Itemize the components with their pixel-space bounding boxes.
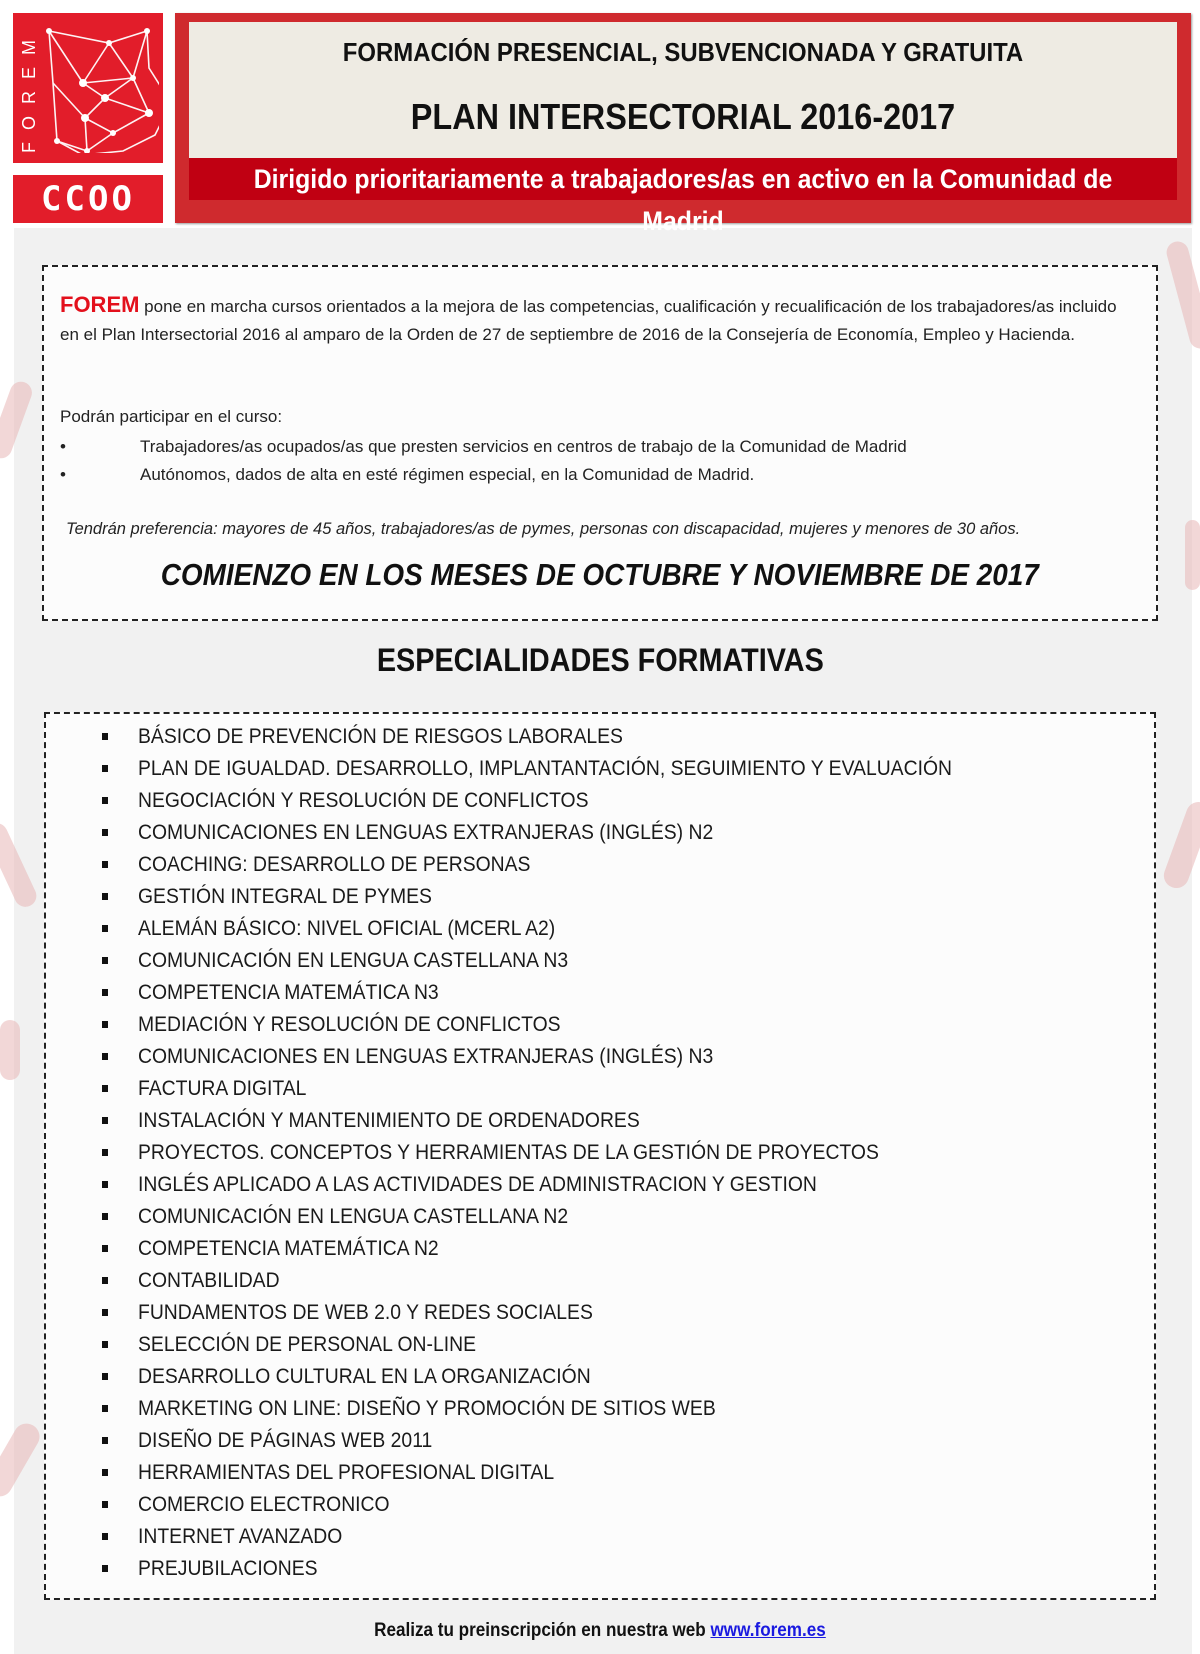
specialty-item <box>102 912 1042 944</box>
specialty-name: COMERCIO ELECTRONICO <box>138 1492 390 1516</box>
intro-box <box>42 265 1158 621</box>
network-icon <box>43 23 159 153</box>
square-bullet-icon <box>102 829 108 836</box>
square-bullet-icon <box>102 1341 108 1348</box>
square-bullet-icon <box>102 1085 108 1092</box>
banner-strip-text: Dirigido prioritariamente a trabajadores/as en activo en la Comunidad de Madrid <box>253 164 1113 236</box>
bullet-icon: • <box>60 465 66 484</box>
specialty-name: GESTIÓN INTEGRAL DE PYMES <box>138 884 432 908</box>
specialty-name: PREJUBILACIONES <box>138 1556 318 1580</box>
specialty-name: DISEÑO DE PÁGINAS WEB 2011 <box>138 1428 433 1452</box>
square-bullet-icon <box>102 797 108 804</box>
specialty-name: INGLÉS APLICADO A LAS ACTIVIDADES DE ADMINISTRACION Y GESTION <box>138 1172 817 1196</box>
specialty-item <box>102 1552 1042 1584</box>
specialty-item <box>102 1296 1042 1328</box>
specialty-item <box>102 720 1042 752</box>
square-bullet-icon <box>102 1309 108 1316</box>
specialty-name: CONTABILIDAD <box>138 1268 280 1292</box>
background-decoration <box>0 1020 20 1080</box>
specialty-item <box>102 784 1042 816</box>
square-bullet-icon <box>102 1245 108 1252</box>
specialty-name: BÁSICO DE PREVENCIÓN DE RIESGOS LABORALES <box>138 724 623 748</box>
specialty-name: COMUNICACIONES EN LENGUAS EXTRANJERAS (INGLÉS) N3 <box>138 1044 714 1068</box>
square-bullet-icon <box>102 1053 108 1060</box>
specialty-name: COMPETENCIA MATEMÁTICA N2 <box>138 1236 439 1260</box>
bullet-icon: • <box>60 437 66 456</box>
specialty-item <box>102 944 1042 976</box>
square-bullet-icon <box>102 1277 108 1284</box>
participant-item <box>60 437 907 457</box>
square-bullet-icon <box>102 1181 108 1188</box>
square-bullet-icon <box>102 733 108 740</box>
specialty-item <box>102 1424 1042 1456</box>
square-bullet-icon <box>102 1533 108 1540</box>
specialty-item <box>102 1136 1042 1168</box>
specialty-item <box>102 816 1042 848</box>
specialty-name: NEGOCIACIÓN Y RESOLUCIÓN DE CONFLICTOS <box>138 788 589 812</box>
specialty-name: COMUNICACIONES EN LENGUAS EXTRANJERAS (INGLÉS) N2 <box>138 820 714 844</box>
specialty-name: COMUNICACIÓN EN LENGUA CASTELLANA N2 <box>138 1204 569 1228</box>
specialty-name: COMPETENCIA MATEMÁTICA N3 <box>138 980 439 1004</box>
specialty-item <box>102 1008 1042 1040</box>
specialty-item <box>102 1040 1042 1072</box>
participant-item <box>60 465 754 485</box>
specialty-name: PROYECTOS. CONCEPTOS Y HERRAMIENTAS DE LA GESTIÓN DE PROYECTOS <box>138 1140 879 1164</box>
square-bullet-icon <box>102 861 108 868</box>
specialties-title <box>0 642 1200 679</box>
specialty-item <box>102 1360 1042 1392</box>
intro-paragraph-text: pone en marcha cursos orientados a la mejora de las competencias, cualificación y recualificación de los trabajadores/as incluido en el Plan Intersectorial 2016 al amparo de la Orden de 27 de septiembre de 2016 de la Consejería de Economía, Empleo y Hacienda. <box>60 297 1117 344</box>
specialty-item <box>102 1264 1042 1296</box>
square-bullet-icon <box>102 1405 108 1412</box>
specialty-name: MARKETING ON LINE: DISEÑO Y PROMOCIÓN DE SITIOS WEB <box>138 1396 716 1420</box>
specialties-box <box>44 712 1156 1600</box>
square-bullet-icon <box>102 957 108 964</box>
banner-subtitle: FORMACIÓN PRESENCIAL, SUBVENCIONADA Y GRATUITA <box>342 37 1024 67</box>
square-bullet-icon <box>102 1437 108 1444</box>
banner-title: PLAN INTERSECTORIAL 2016-2017 <box>410 96 956 137</box>
specialty-item <box>102 848 1042 880</box>
specialty-name: MEDIACIÓN Y RESOLUCIÓN DE CONFLICTOS <box>138 1012 561 1036</box>
specialty-name: INTERNET AVANZADO <box>138 1524 343 1548</box>
participant-text: Autónomos, dados de alta en esté régimen especial, en la Comunidad de Madrid. <box>140 465 755 484</box>
specialty-item <box>102 1232 1042 1264</box>
specialty-name: HERRAMIENTAS DEL PROFESIONAL DIGITAL <box>138 1460 555 1484</box>
background-decoration <box>1185 520 1200 590</box>
specialty-item <box>102 1328 1042 1360</box>
forem-vertical-text: FOREM <box>19 28 39 154</box>
specialty-name: COMUNICACIÓN EN LENGUA CASTELLANA N3 <box>138 948 569 972</box>
square-bullet-icon <box>102 1373 108 1380</box>
banner-target-audience <box>189 158 1177 236</box>
specialties-list <box>102 720 1042 1584</box>
square-bullet-icon <box>102 989 108 996</box>
square-bullet-icon <box>102 1501 108 1508</box>
specialty-item <box>102 1456 1042 1488</box>
specialty-name: PLAN DE IGUALDAD. DESARROLLO, IMPLANTANTACIÓN, SEGUIMIENTO Y EVALUACIÓN <box>138 756 952 780</box>
forem-logo <box>13 13 163 163</box>
square-bullet-icon <box>102 1021 108 1028</box>
ccoo-logo-text: CCOO <box>41 179 135 219</box>
square-bullet-icon <box>102 1565 108 1572</box>
specialty-name: FACTURA DIGITAL <box>138 1076 307 1100</box>
specialty-item <box>102 1488 1042 1520</box>
square-bullet-icon <box>102 925 108 932</box>
specialty-name: COACHING: DESARROLLO DE PERSONAS <box>138 852 531 876</box>
specialty-name: ALEMÁN BÁSICO: NIVEL OFICIAL (MCERL A2) <box>138 916 556 940</box>
square-bullet-icon <box>102 1117 108 1124</box>
specialty-item <box>102 1200 1042 1232</box>
specialty-item <box>102 1072 1042 1104</box>
specialties-title-text: ESPECIALIDADES FORMATIVAS <box>376 642 824 678</box>
specialty-item <box>102 1168 1042 1200</box>
specialty-name: FUNDAMENTOS DE WEB 2.0 Y REDES SOCIALES <box>138 1300 593 1324</box>
banner-title-panel <box>189 22 1177 158</box>
specialty-item <box>102 1392 1042 1424</box>
square-bullet-icon <box>102 1469 108 1476</box>
square-bullet-icon <box>102 893 108 900</box>
square-bullet-icon <box>102 765 108 772</box>
specialty-name: DESARROLLO CULTURAL EN LA ORGANIZACIÓN <box>138 1364 591 1388</box>
square-bullet-icon <box>102 1213 108 1220</box>
specialty-item <box>102 880 1042 912</box>
participant-text: Trabajadores/as ocupados/as que presten servicios en centros de trabajo de la Comunidad de Madrid <box>140 437 907 456</box>
footer-text: Realiza tu preinscripción en nuestra web <box>374 1620 711 1641</box>
participants-label: Podrán participar en el curso: <box>60 407 283 426</box>
specialty-item <box>102 752 1042 784</box>
footer <box>0 1620 1200 1642</box>
intro-paragraph <box>60 291 1140 349</box>
start-date-notice <box>44 557 1156 593</box>
specialty-name: INSTALACIÓN Y MANTENIMIENTO DE ORDENADORES <box>138 1108 640 1132</box>
specialty-item <box>102 1520 1042 1552</box>
square-bullet-icon <box>102 1149 108 1156</box>
specialty-name: SELECCIÓN DE PERSONAL ON-LINE <box>138 1332 476 1356</box>
header-banner <box>175 13 1191 236</box>
start-date-text: COMIENZO EN LOS MESES DE OCTUBRE Y NOVIEMBRE DE 2017 <box>160 557 1039 592</box>
forem-website-link[interactable]: www.forem.es <box>710 1620 826 1641</box>
preference-note: Tendrán preferencia: mayores de 45 años, trabajadores/as de pymes, personas con discapacidad, mujeres y menores de 30 años. <box>66 520 1021 538</box>
ccoo-logo <box>13 175 163 223</box>
forem-highlight: FOREM <box>60 292 140 317</box>
specialty-item <box>102 1104 1042 1136</box>
specialty-item <box>102 976 1042 1008</box>
